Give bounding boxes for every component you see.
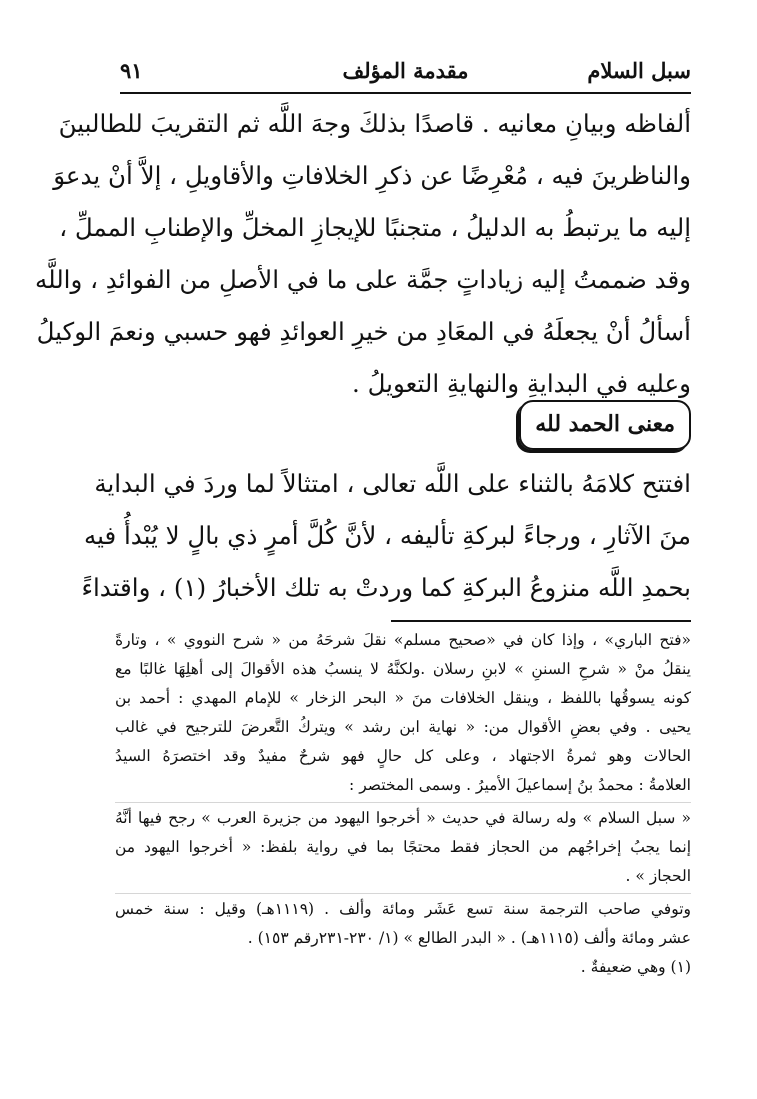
text-line: إليه ما يرتبطُ به الدليلُ ، متجنبًا للإيجازِ المخلِّ والإطنابِ المملِّ ،	[59, 213, 691, 242]
footnote-line: الحجاز » .	[625, 867, 691, 885]
footnote-line: وتوفي صاحب الترجمة سنة تسع عَشَر ومائة وألف . (١١١٩هـ) وقيل : سنة خمس	[115, 900, 691, 918]
page-number: ٩١	[120, 58, 143, 83]
footnote-divider	[115, 893, 691, 894]
footnote-line: ينقلُ منْ « شرحِ السننِ » لابنِ رسلان .ولكنَّهُ لا ينسبُ هذه الأقوالَ إلى أهلِهَا غالبًا مع	[115, 660, 691, 678]
text-line: ألفاظه وبيانِ معانيه . قاصدًا بذلكَ وجهَ اللَّه ثم التقريبَ للطالبينَ	[58, 109, 691, 138]
footnote-line: العلامةُ : محمدُ بنُ إسماعيلَ الأميرُ . وسمى المختصر :	[349, 776, 691, 794]
footnote-separator	[391, 620, 691, 622]
text-line: منَ الآثارِ ، ورجاءً لبركةِ تأليفه ، لأنَّ كُلَّ أمرٍ ذي بالٍ لا يُبْدأُ فيه	[83, 521, 691, 550]
text-line: بحمدِ اللَّه منزوعُ البركةِ كما وردتْ به تلك الأخبارُ (١) ، واقتداءً	[81, 573, 691, 602]
text-line: أسألُ أنْ يجعلَهُ في المعَادِ من خيرِ العوائدِ فهو حسبي ونعمَ الوكيلُ	[36, 317, 691, 346]
praise-paragraph	[81, 458, 691, 614]
text-line: افتتح كلامَهُ بالثناء على اللَّه تعالى ، امتثالاً لما وردَ في البداية	[94, 469, 691, 498]
footnote-line: الحالات وهو ثمرةُ الاجتهاد ، وعلى كل حالٍ فهو شرحٌ مفيدٌ وقد اختصرَهُ السيدُ	[115, 747, 691, 765]
footnote-line: إنما يجبُ إخراجُهم من الحجاز فقط محتجًا بما في رواية بلفظ: « أخرجوا اليهود من	[115, 838, 691, 856]
footnote-line: « سبل السلام » وله رسالة في حديث « أخرجوا اليهود من جزيرة العرب » رجح فيها أنَّهُ	[115, 809, 691, 827]
footnote-line: «فتح الباري» ، وإذا كان في «صحيح مسلم» نقلَ شرحَهُ من « شرح النووي » ، وتارةً	[115, 631, 691, 649]
footnote-line: كونه يسوقُها باللفظ ، وينقل الخلافات منَ « البحر الزخار » للإمام المهدي : أحمد بن	[115, 689, 691, 707]
footnote-divider	[115, 802, 691, 803]
footnote-one: (١) وهي ضعيفةٌ .	[580, 958, 691, 976]
running-header	[120, 52, 691, 94]
footnotes	[115, 626, 691, 982]
introduction-paragraph	[34, 98, 691, 410]
footnote-line: عشر ومائة وألف (١١١٥هـ) . « البدر الطالع » (١/ ٢٣٠-٢٣١رقم ١٥٣) .	[247, 929, 691, 947]
text-line: وقد ضممتُ إليه زياداتٍ جمَّة على ما في الأصلِ من الفوائدِ ، واللَّه	[34, 265, 691, 294]
text-line: وعليه في البدايةِ والنهايةِ التعويلُ .	[352, 369, 691, 398]
section-heading: معنى الحمد لله	[519, 400, 691, 450]
text-line: والناظرينَ فيه ، مُعْرِضًا عن ذكرِ الخلافاتِ والأقاويلِ ، إلاَّ أنْ يدعوَ	[53, 161, 691, 190]
footnote-line: يحيى . وفي بعضِ الأقوال من: « نهاية ابن رشد » ويتركُ التَّعرضَ للترجيح في غالب	[115, 718, 691, 736]
book-title: سبل السلام	[587, 58, 691, 83]
chapter-title: مقدمة المؤلف	[342, 58, 469, 83]
